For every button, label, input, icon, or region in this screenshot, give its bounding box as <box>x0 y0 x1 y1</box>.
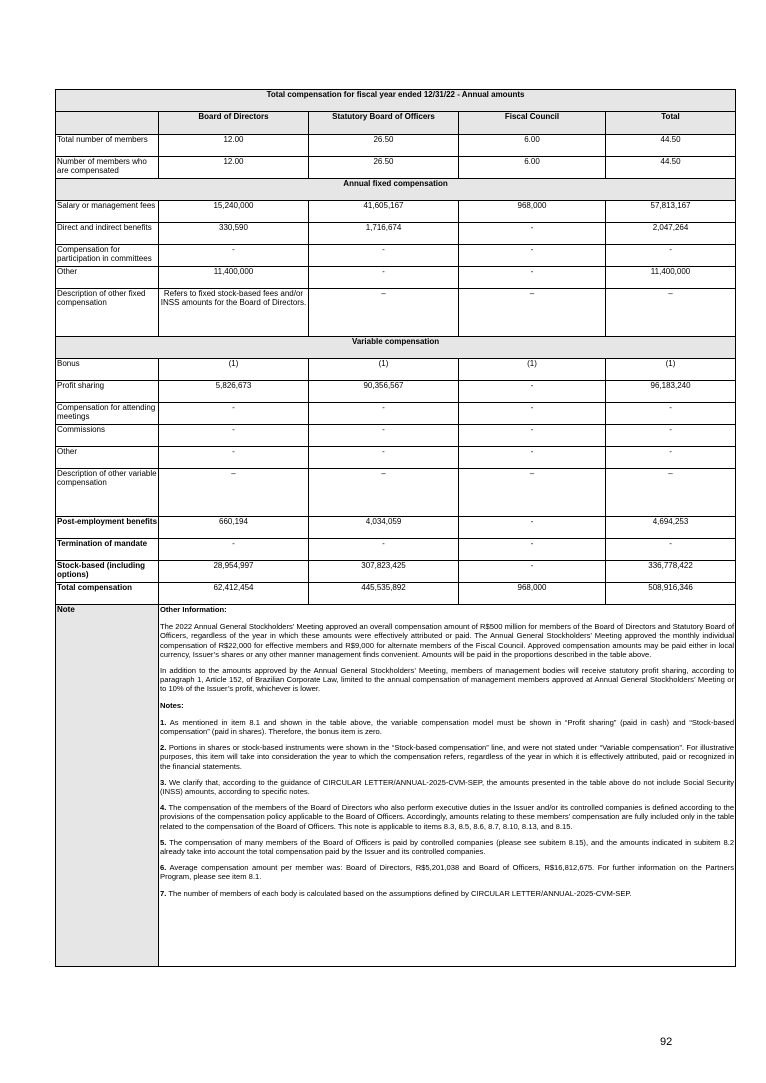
note-item <box>160 863 734 881</box>
cell-value: – <box>459 289 606 337</box>
cell-value: 968,000 <box>459 583 606 605</box>
cell-value: 11,400,000 <box>606 267 736 289</box>
note-text: Average compensation amount per member was: Board of Directors, R$5,201,038 and Board of Officers, R$16,812,675. For further information on the Partners Program, please see item 8.1. <box>160 863 735 882</box>
header-empty-cell <box>56 112 159 135</box>
table-row <box>56 245 736 267</box>
cell-value: - <box>606 447 736 469</box>
cell-value: 4,034,059 <box>309 517 459 539</box>
cell-value: 4,694,253 <box>606 517 736 539</box>
cell-value: - <box>606 403 736 425</box>
cell-value: - <box>606 245 736 267</box>
cell-value: – <box>309 289 459 337</box>
note-item <box>160 778 734 796</box>
note-text: The compensation of the members of the Board of Directors who also perform executive duties in the Issuer and/or its controlled companies is defined according to the provisions of the compensation policy applicable to the Board of Officers. Accordingly, amounts relating to these members’ compensation are fully included only in the table related to the compensation of the Board of Officers. This note is applicable to items 8.3, 8.5, 8.6, 8.7, 8.10, 8.13, and 8.15. <box>160 803 735 831</box>
cell-value: 6.00 <box>459 157 606 179</box>
note-number: 3. <box>160 777 167 787</box>
row-label: Termination of mandate <box>56 539 159 561</box>
table-row <box>56 583 736 605</box>
note-item <box>160 718 734 736</box>
page-number: 92 <box>660 1036 673 1048</box>
note-number: 7. <box>160 888 167 898</box>
row-label: Commissions <box>56 425 159 447</box>
cell-value: 660,194 <box>159 517 309 539</box>
row-label: Bonus <box>56 359 159 381</box>
cell-value: - <box>606 539 736 561</box>
table-row <box>56 469 736 517</box>
note-item <box>160 803 734 831</box>
cell-value: 6.00 <box>459 135 606 157</box>
cell-value: - <box>459 245 606 267</box>
note-text: We clarify that, according to the guidance of CIRCULAR LETTER/ANNUAL-2025-CVM-SEP, the amounts presented in the table above do not include Social Security (INSS) amounts, according to specific notes. <box>160 777 735 797</box>
row-label: Other <box>56 267 159 289</box>
cell-value: – <box>159 469 309 517</box>
row-label: Stock-based (including options) <box>56 561 159 583</box>
cell-value: 41,605,167 <box>309 201 459 223</box>
cell-value: – <box>309 469 459 517</box>
note-number: 6. <box>160 863 167 873</box>
cell-value: 307,823,425 <box>309 561 459 583</box>
table-row <box>56 447 736 469</box>
cell-value: - <box>459 403 606 425</box>
cell-value: 5,826,673 <box>159 381 309 403</box>
note-item <box>160 838 734 856</box>
cell-value: 336,778,422 <box>606 561 736 583</box>
cell-value: – <box>459 469 606 517</box>
cell-value: - <box>309 267 459 289</box>
cell-value: - <box>459 539 606 561</box>
cell-value: (1) <box>309 359 459 381</box>
note-number: 5. <box>160 837 167 847</box>
cell-value: - <box>309 539 459 561</box>
notes-heading: Notes: <box>160 700 184 710</box>
cell-value: - <box>309 425 459 447</box>
cell-value: 15,240,000 <box>159 201 309 223</box>
table-row <box>56 425 736 447</box>
row-label: Description of other fixed compensation <box>56 289 159 337</box>
table-row <box>56 267 736 289</box>
note-text: The number of members of each body is calculated based on the assumptions defined by CIRCULAR LETTER/ANNUAL-2025-CVM-SEP. <box>168 888 632 898</box>
row-label: Post-employment benefits <box>56 517 159 539</box>
table-row <box>56 201 736 223</box>
column-header-board-of-directors: Board of Directors <box>159 112 309 135</box>
cell-value: 44.50 <box>606 157 736 179</box>
cell-value: - <box>459 223 606 245</box>
cell-value: - <box>159 447 309 469</box>
row-label: Profit sharing <box>56 381 159 403</box>
cell-value: - <box>459 381 606 403</box>
cell-value: 96,183,240 <box>606 381 736 403</box>
row-label: Direct and indirect benefits <box>56 223 159 245</box>
table-row <box>56 157 736 179</box>
cell-value: - <box>309 403 459 425</box>
note-number: 1. <box>160 717 167 727</box>
note-item <box>160 889 734 898</box>
cell-value: - <box>459 561 606 583</box>
cell-value: - <box>159 403 309 425</box>
table-row <box>56 223 736 245</box>
cell-value: Refers to fixed stock-based fees and/or INSS amounts for the Board of Directors. <box>159 289 309 337</box>
compensation-table <box>55 89 736 967</box>
cell-value: 62,412,454 <box>159 583 309 605</box>
cell-value: 2,047,264 <box>606 223 736 245</box>
table-row <box>56 539 736 561</box>
note-text: Portions in shares or stock-based instruments were shown in the “Stock-based compensation” line, and were not stated under “Variable compensation”. For illustrative purposes, this item will take into consideration the year to which the compensation refers, regardless of the year in which it is effectively attributed, paid or recognized in the financial statements. <box>160 743 735 771</box>
table-title: Total compensation for fiscal year ended 12/31/22 - Annual amounts <box>56 90 736 112</box>
cell-value: - <box>159 245 309 267</box>
note-paragraph: In addition to the amounts approved by the Annual General Stockholders’ Meeting, members of management bodies will receive statutory profit sharing, according to paragraph 1, Article 152, of Brazilian Corporate Law, limited to the annual compensation of management members approved at Annual General Stockholders’ Meeting or to 10% of the Issuer’s profit, whichever is lower. <box>160 666 735 694</box>
table-row <box>56 359 736 381</box>
note-text: As mentioned in item 8.1 and shown in the table above, the variable compensation model must be shown in “Profit sharing” (paid in cash) and “Stock-based compensation” (paid in shares). Therefore, the bonus item is zero. <box>160 717 735 737</box>
table-row <box>56 561 736 583</box>
cell-value: (1) <box>159 359 309 381</box>
cell-value: – <box>606 289 736 337</box>
cell-value: 12.00 <box>159 135 309 157</box>
cell-value: - <box>459 517 606 539</box>
row-label: Total compensation <box>56 583 159 605</box>
note-number: 2. <box>160 743 167 753</box>
table-row <box>56 517 736 539</box>
cell-value: 508,916,346 <box>606 583 736 605</box>
note-content <box>159 605 736 967</box>
table-row <box>56 381 736 403</box>
row-label: Total number of members <box>56 135 159 157</box>
cell-value: (1) <box>606 359 736 381</box>
cell-value: - <box>309 245 459 267</box>
cell-value: 445,535,892 <box>309 583 459 605</box>
other-information-heading: Other Information: <box>160 605 227 614</box>
section-header-variable: Variable compensation <box>56 337 736 359</box>
row-label: Compensation for attending meetings <box>56 403 159 425</box>
row-label: Salary or management fees <box>56 201 159 223</box>
cell-value: 28,954,997 <box>159 561 309 583</box>
cell-value: 26.50 <box>309 135 459 157</box>
cell-value: 12.00 <box>159 157 309 179</box>
note-text: The compensation of many members of the Board of Officers is paid by controlled companies (please see subitem 8.15), and the amounts indicated in subitem 8.2 already take into account the total compensation paid by the Issuer and its controlled companies. <box>160 837 735 857</box>
cell-value: 90,356,567 <box>309 381 459 403</box>
cell-value: - <box>309 447 459 469</box>
cell-value: - <box>459 447 606 469</box>
note-paragraph: The 2022 Annual General Stockholders’ Meeting approved an overall compensation amount of R$500 million for members of the Board of Directors and Statutory Board of Officers, regardless of the year in which these amounts were effectively attributed or paid. The Annual General Stockholders’ Meeting approved the monthly individual compensation of R$22,000 for effective members and R$9,000 for alternate members of the Fiscal Council. Approved compensation amounts may be paid either in local currency, Issuer’s shares or any other manner management finds convenient. Amounts will be paid in the proportions described in the table above. <box>160 622 735 659</box>
column-header-total: Total <box>606 112 736 135</box>
column-header-statutory-board: Statutory Board of Officers <box>309 112 459 135</box>
cell-value: 44.50 <box>606 135 736 157</box>
row-label: Compensation for participation in committees <box>56 245 159 267</box>
row-label: Description of other variable compensation <box>56 469 159 517</box>
row-label: Other <box>56 447 159 469</box>
table-row <box>56 289 736 337</box>
table-row <box>56 135 736 157</box>
table-row <box>56 403 736 425</box>
cell-value: 1,716,674 <box>309 223 459 245</box>
cell-value: - <box>606 425 736 447</box>
column-header-fiscal-council: Fiscal Council <box>459 112 606 135</box>
section-header-fixed: Annual fixed compensation <box>56 179 736 201</box>
cell-value: – <box>606 469 736 517</box>
cell-value: (1) <box>459 359 606 381</box>
cell-value: - <box>159 539 309 561</box>
cell-value: 968,000 <box>459 201 606 223</box>
note-label: Note <box>56 605 159 967</box>
cell-value: 330,590 <box>159 223 309 245</box>
cell-value: - <box>159 425 309 447</box>
cell-value: - <box>459 267 606 289</box>
row-label: Number of members who are compensated <box>56 157 159 179</box>
note-item <box>160 743 734 771</box>
cell-value: - <box>459 425 606 447</box>
cell-value: 26.50 <box>309 157 459 179</box>
cell-value: 11,400,000 <box>159 267 309 289</box>
note-number: 4. <box>160 803 167 813</box>
cell-value: 57,813,167 <box>606 201 736 223</box>
note-row <box>56 605 736 967</box>
